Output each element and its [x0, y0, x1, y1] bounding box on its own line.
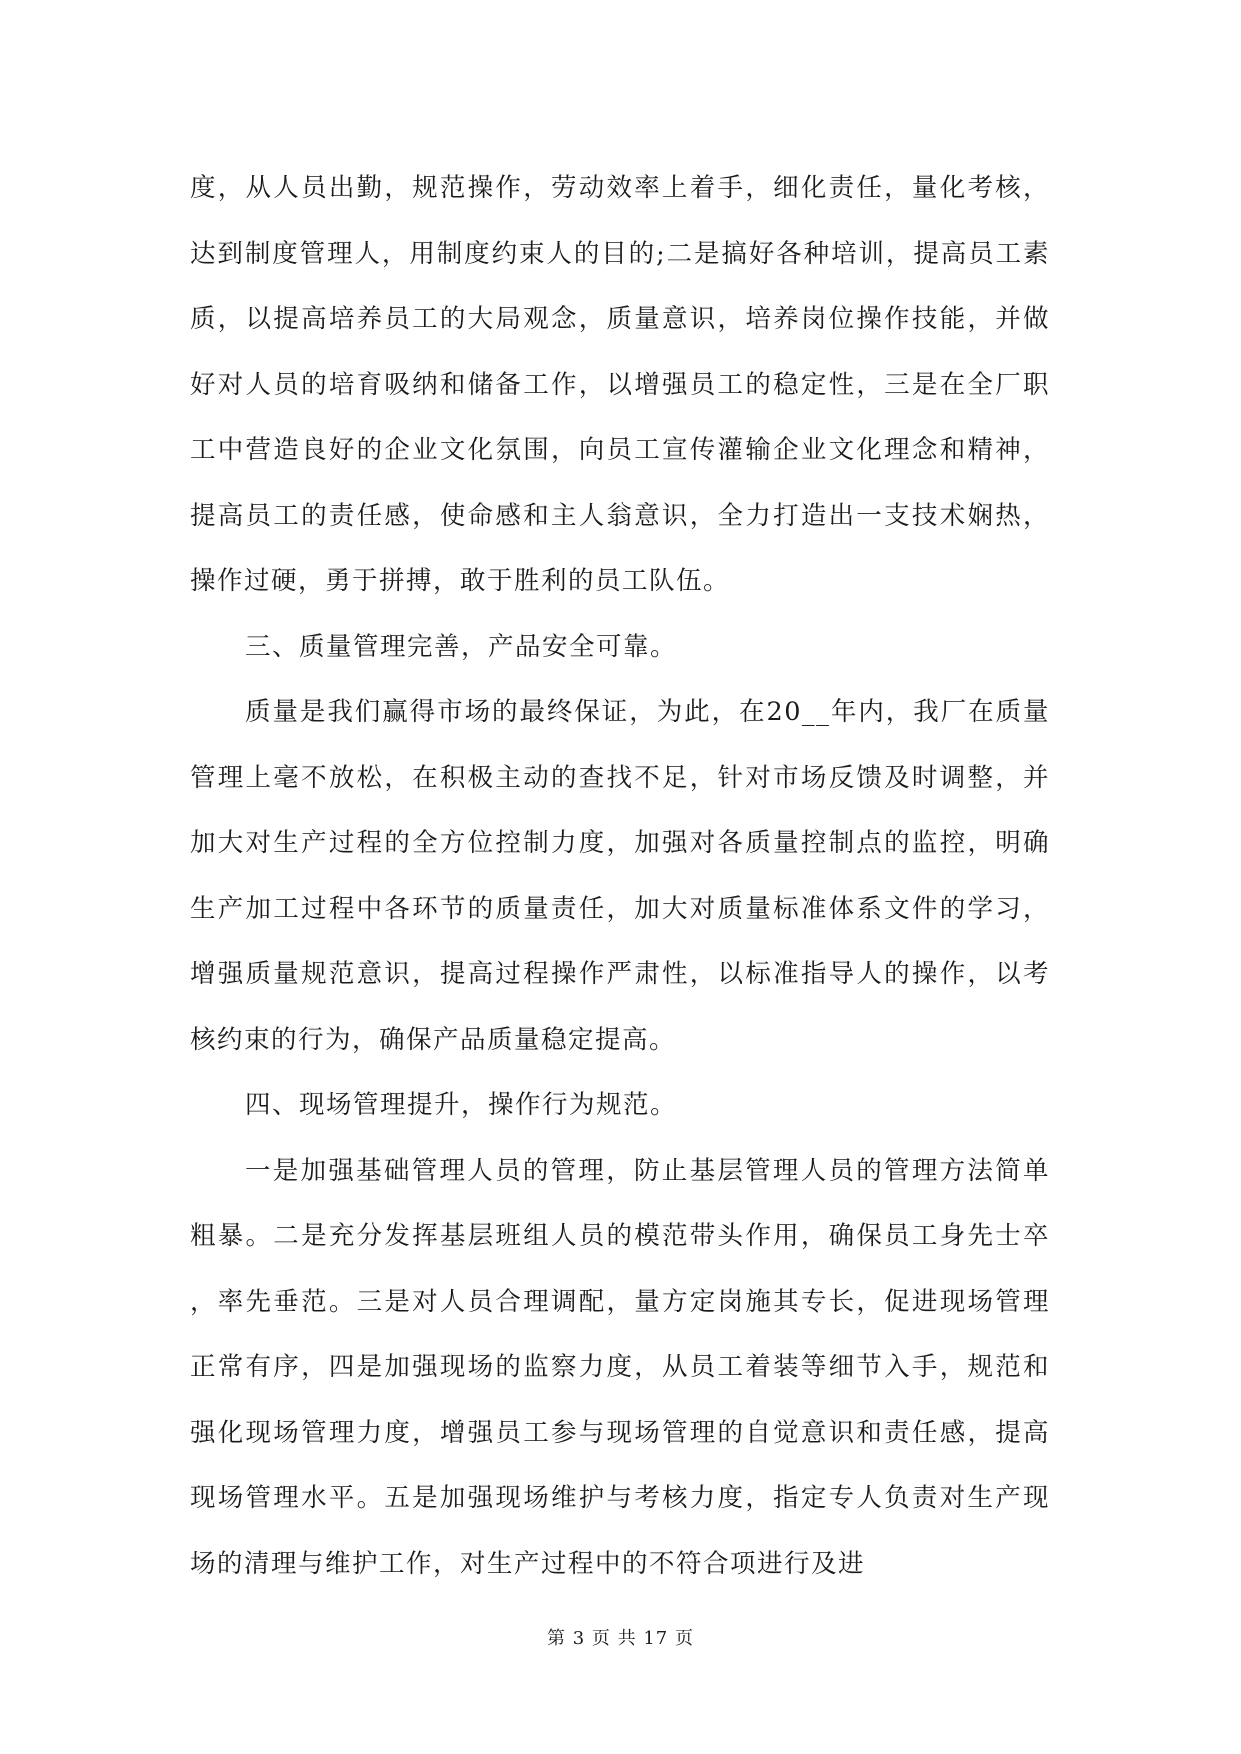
page-number-footer: 第 3 页 共 17 页	[547, 1628, 694, 1649]
section-heading-site-management: 四、现场管理提升，操作行为规范。	[245, 1090, 678, 1120]
paragraph-continuation: 度，从人员出勤，规范操作，劳动效率上着手，细化责任，量化考核，达到制度管理人，用制度约束人的目的;二是搞好各种培训，提高员工素质，以提高培养员工的大局观念，质量意识，培养岗位操作技能，并做好对人员的培育吸纳和储备工作，以增强员工的稳定性，三是在全厂职工中营造良好的企业文化氛围，向员工宣传灌输企业文化理念和精神，提高员工的责任感，使命感和主人翁意识，全力打造出一支技术娴热，操作过硬，勇于拼搏，敢于胜利的员工队伍。	[190, 173, 1050, 596]
paragraph-site-management: 一是加强基础管理人员的管理，防止基层管理人员的管理方法简单粗暴。二是充分发挥基层班组人员的模范带头作用，确保员工身先士卒，率先垂范。三是对人员合理调配，量方定岗施其专长，促进现场管理正常有序，四是加强现场的监察力度，从员工着装等细节入手，规范和强化现场管理力度，增强员工参与现场管理的自觉意识和责任感，提高现场管理水平。五是加强现场维护与考核力度，指定专人负责对生产现场的清理与维护工作，对生产过程中的不符合项进行及进	[190, 1155, 1050, 1579]
document-body	[190, 156, 1050, 1597]
section-heading-quality: 三、质量管理完善，产品安全可靠。	[245, 631, 678, 662]
paragraph-quality: 质量是我们赢得市场的最终保证，为此，在20__年内，我厂在质量管理上毫不放松，在积极主动的查找不足，针对市场反馈及时调整，并加大对生产过程的全方位控制力度，加强对各质量控制点的监控，明确生产加工过程中各环节的质量责任，加大对质量标准体系文件的学习，增强质量规范意识，提高过程操作严肃性，以标准指导人的操作，以考核约束的行为，确保产品质量稳定提高。	[190, 697, 1050, 1055]
